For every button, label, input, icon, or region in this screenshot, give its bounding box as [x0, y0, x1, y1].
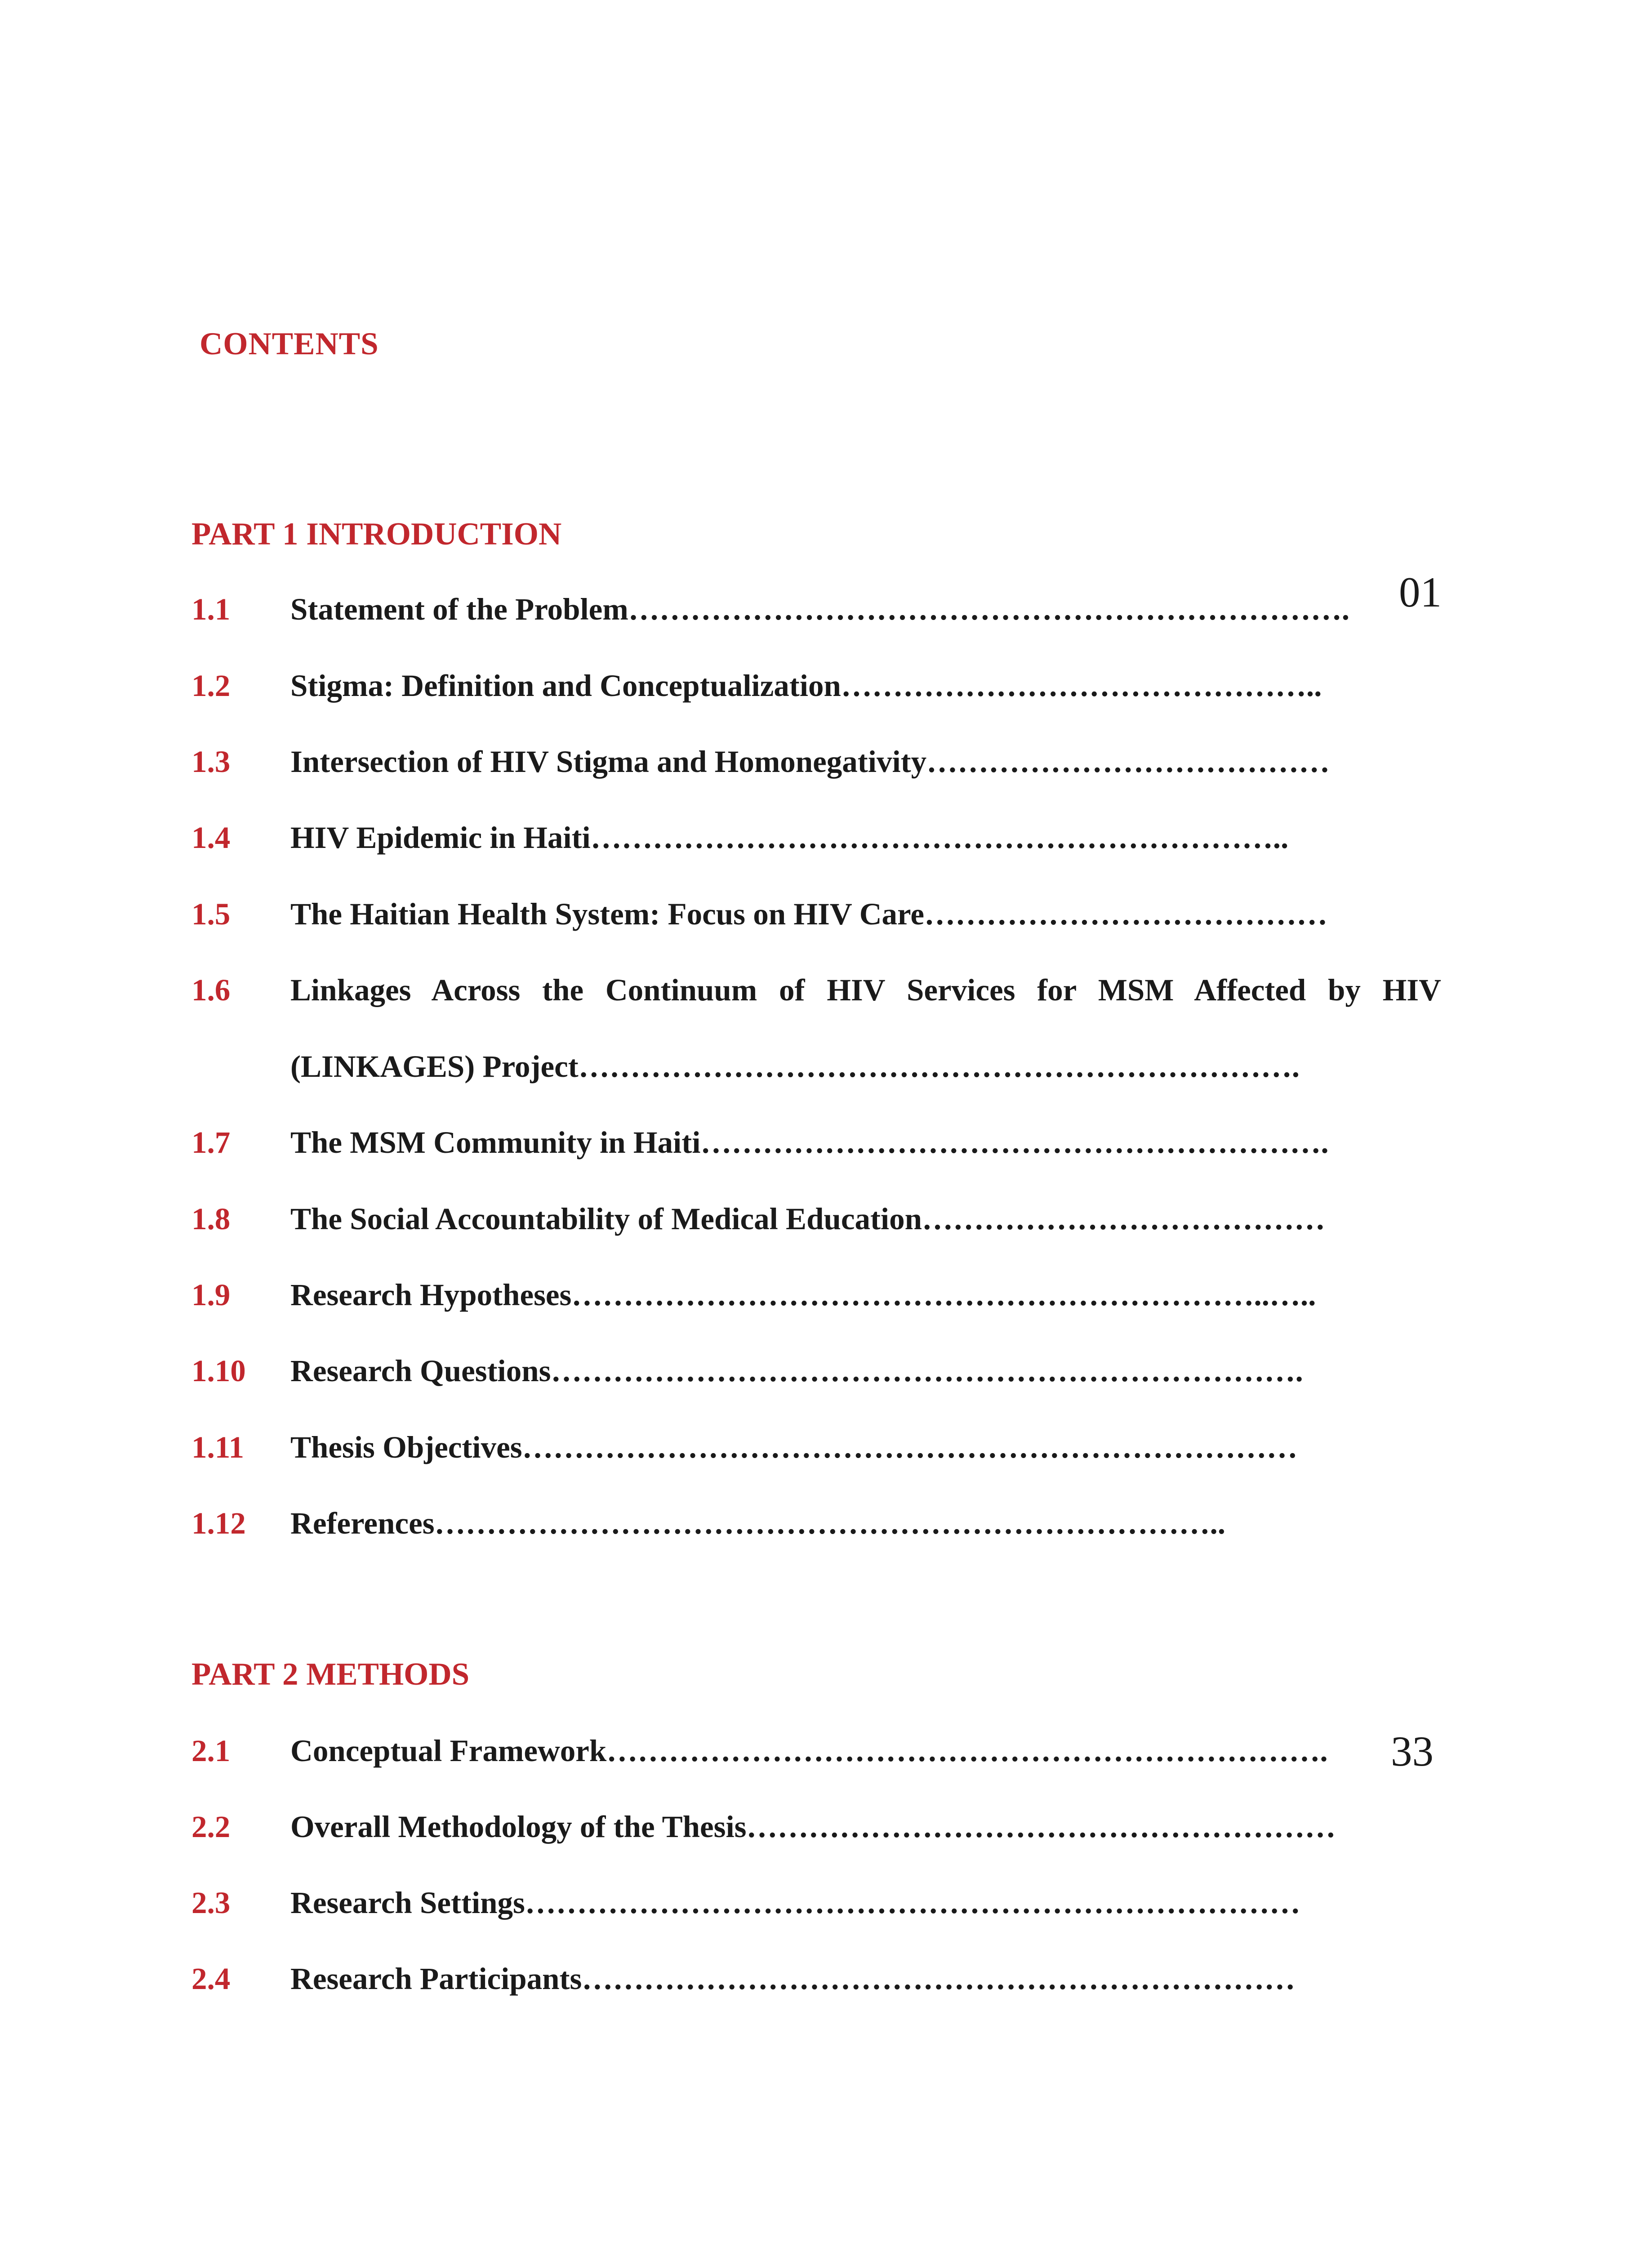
toc-entry-1-2[interactable]: [191, 668, 1450, 709]
entry-title: Thesis Objectives…………………………………………………………………: [290, 1430, 1298, 1464]
dot-leader: …………………………………: [926, 745, 1330, 779]
entry-number: 1.9: [191, 1278, 231, 1312]
dot-leader: …………………………………: [922, 1202, 1325, 1236]
toc-entry-1-9[interactable]: [191, 1277, 1450, 1318]
dot-leader: …………………………………………………………………..: [434, 1506, 1226, 1540]
dot-leader: ……………………………………………………………….: [551, 1354, 1303, 1388]
dot-leader: …………………………………………………………….: [606, 1734, 1328, 1768]
entry-title: Research Settings…………………………………………………………………: [290, 1886, 1300, 1920]
dot-leader: …………………………………: [924, 897, 1328, 931]
entry-number: 2.3: [191, 1886, 231, 1920]
dot-leader: ………………………………………..: [841, 669, 1322, 703]
toc-entry-2-4[interactable]: [191, 1961, 1450, 2002]
entry-title: (LINKAGES) Project…………………………………………………………….: [290, 1049, 1300, 1084]
entry-title: The MSM Community in Haiti…………………………………………………….: [290, 1125, 1329, 1160]
entry-number: 1.12: [191, 1506, 246, 1540]
entry-title: Conceptual Framework…………………………………………………………….: [290, 1734, 1328, 1768]
entry-number: 1.3: [191, 745, 231, 779]
entry-title: The Haitian Health System: Focus on HIV Care…………………………………: [290, 897, 1328, 931]
toc-entry-2-1[interactable]: [191, 1733, 1450, 1774]
entry-title: References…………………………………………………………………..: [290, 1506, 1226, 1540]
entry-number: 2.1: [191, 1734, 231, 1768]
entry-number: 1.2: [191, 669, 231, 703]
dot-leader: …………………………………………………………………: [525, 1886, 1300, 1920]
toc-entry-1-12[interactable]: [191, 1506, 1450, 1546]
part-1-heading: PART 1 INTRODUCTION: [191, 517, 562, 552]
page-number-1-1: 01: [1399, 568, 1442, 616]
entry-title: Stigma: Definition and Conceptualization………………………………………..: [290, 669, 1322, 703]
entry-number: 1.11: [191, 1430, 244, 1464]
entry-title: Overall Methodology of the Thesis…………………………………………………: [290, 1810, 1336, 1844]
entry-number: 1.5: [191, 897, 231, 931]
toc-entry-2-2[interactable]: [191, 1809, 1450, 1850]
dot-leader: …………………………………………………………….: [628, 592, 1350, 626]
entry-number: 1.7: [191, 1125, 231, 1160]
toc-entry-1-5[interactable]: [191, 897, 1450, 937]
dot-leader: …………………………………………………………..: [590, 821, 1289, 855]
dot-leader: …………………………………………………………………: [522, 1430, 1298, 1464]
part-2-heading: PART 2 METHODS: [191, 1657, 470, 1692]
dot-leader: …………………………………………………………….: [578, 1049, 1300, 1084]
toc-entry-1-4[interactable]: [191, 820, 1450, 861]
page-number-2-1: 33: [1391, 1727, 1434, 1775]
toc-entry-1-11[interactable]: [191, 1430, 1450, 1470]
dot-leader: ……………………………………………………………: [582, 1962, 1296, 1996]
entry-number: 1.6: [191, 973, 231, 1007]
entry-title: Linkages Across the Continuum of HIV Services for MSM Affected by HIV: [290, 973, 1441, 1007]
entry-number: 1.10: [191, 1354, 246, 1388]
toc-entry-1-6-continued[interactable]: [191, 1049, 1450, 1089]
entry-number: 1.1: [191, 592, 231, 626]
toc-entry-1-6[interactable]: [191, 972, 1450, 1013]
entry-number: 1.4: [191, 821, 231, 855]
contents-title: CONTENTS: [200, 326, 379, 361]
entry-number: 1.8: [191, 1202, 231, 1236]
entry-title: The Social Accountability of Medical Education…………………………………: [290, 1202, 1325, 1236]
toc-entry-1-1[interactable]: [191, 592, 1450, 632]
entry-title: Research Participants……………………………………………………………: [290, 1962, 1296, 1996]
entry-title: Research Questions……………………………………………………………….: [290, 1354, 1303, 1388]
entry-title: Intersection of HIV Stigma and Homonegativity…………………………………: [290, 745, 1330, 779]
entry-title: Research Hypotheses…………………………………………………………..…..: [290, 1278, 1316, 1312]
entry-title: HIV Epidemic in Haiti…………………………………………………………..: [290, 821, 1289, 855]
dot-leader: …………………………………………………….: [700, 1125, 1329, 1160]
toc-entry-1-8[interactable]: [191, 1201, 1450, 1242]
toc-entry-2-3[interactable]: [191, 1885, 1450, 1926]
dot-leader: …………………………………………………………..…..: [571, 1278, 1316, 1312]
entry-title: Statement of the Problem…………………………………………………………….: [290, 592, 1350, 626]
toc-entry-1-7[interactable]: [191, 1125, 1450, 1165]
toc-entry-1-10[interactable]: [191, 1353, 1450, 1394]
entry-number: 2.2: [191, 1810, 231, 1844]
entry-number: 2.4: [191, 1962, 231, 1996]
dot-leader: …………………………………………………: [746, 1810, 1336, 1844]
toc-entry-1-3[interactable]: [191, 744, 1450, 785]
